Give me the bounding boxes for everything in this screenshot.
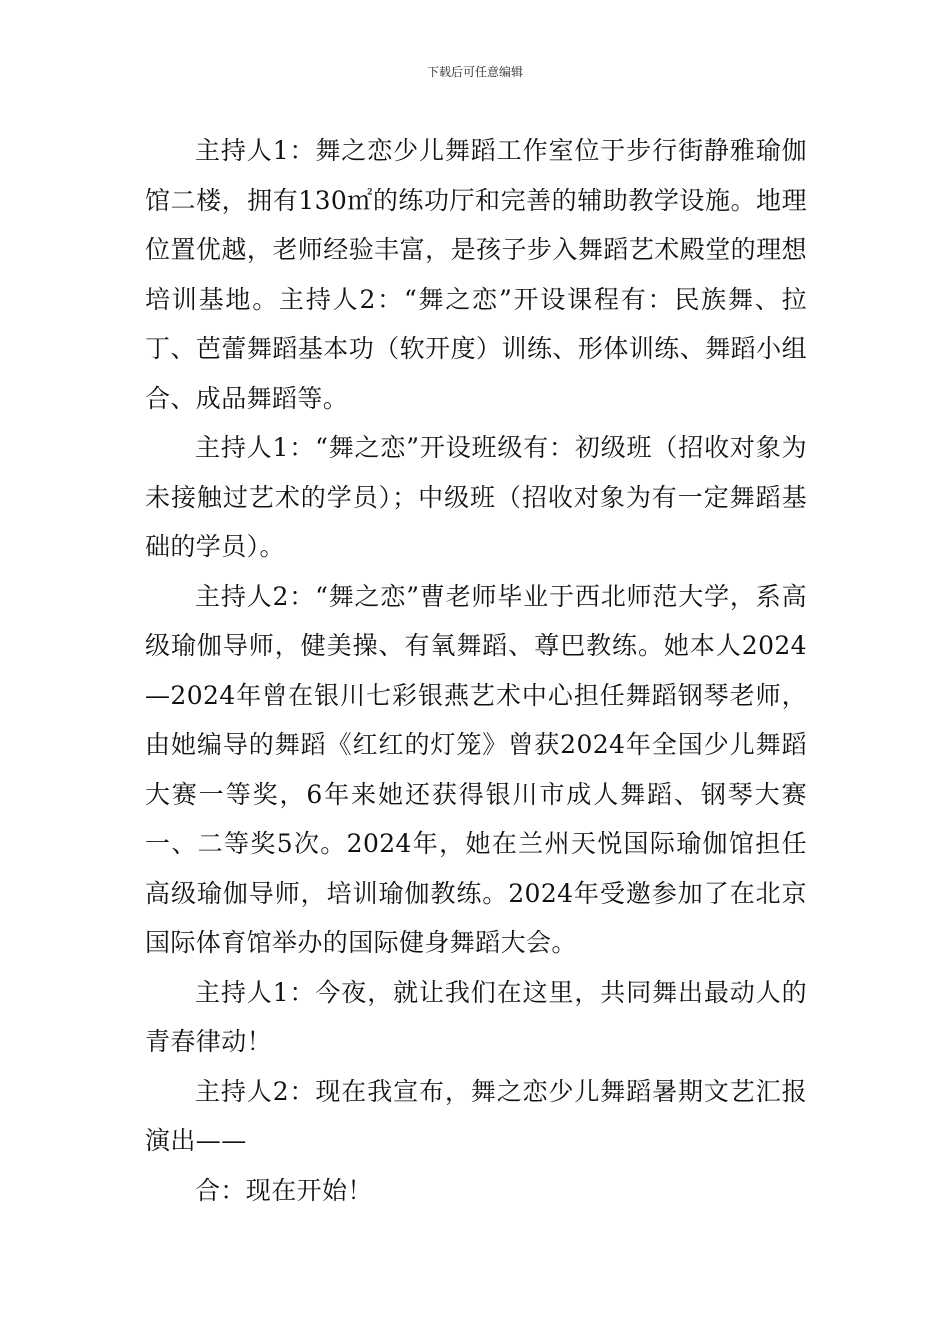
document-body — [145, 126, 807, 1215]
paragraph-announce: 主持人2：现在我宣布，舞之恋少儿舞蹈暑期文艺汇报演出—— — [145, 1076, 807, 1155]
page-header: 下载后可任意编辑 — [426, 65, 523, 79]
paragraph-tonight: 主持人1：今夜，就让我们在这里，共同舞出最动人的青春律动！ — [145, 977, 807, 1056]
paragraph-classes: 主持人1：“舞之恋”开设班级有：初级班（招收对象为未接触过艺术的学员）；中级班（招收对象为有一定舞蹈基础的学员）。 — [145, 433, 807, 561]
paragraph-intro: 主持人1：舞之恋少儿舞蹈工作室位于步行街静雅瑜伽馆二楼，拥有130㎡的练功厅和完善的辅助教学设施。地理位置优越，老师经验丰富，是孩子步入舞蹈艺术殿堂的理想培训基地。主持人2：“舞之恋”开设课程有：民族舞、拉丁、芭蕾舞蹈基本功（软开度）训练、形体训练、舞蹈小组合、成品舞蹈等。 — [145, 136, 807, 413]
paragraph-start: 合：现在开始！ — [195, 1175, 373, 1205]
paragraph-teacher: 主持人2：“舞之恋”曹老师毕业于西北师范大学，系高级瑜伽导师，健美操、有氧舞蹈、尊巴教练。她本人2024—2024年曾在银川七彩银燕艺术中心担任舞蹈钢琴老师，由她编导的舞蹈《红红的灯笼》曾获2024年全国少儿舞蹈大赛一等奖，6年来她还获得银川市成人舞蹈、钢琴大赛一、二等奖5次。2024年，她在兰州天悦国际瑜伽馆担任高级瑜伽导师，培训瑜伽教练。2024年受邀参加了在北京国际体育馆举办的国际健身舞蹈大会。 — [145, 581, 807, 957]
